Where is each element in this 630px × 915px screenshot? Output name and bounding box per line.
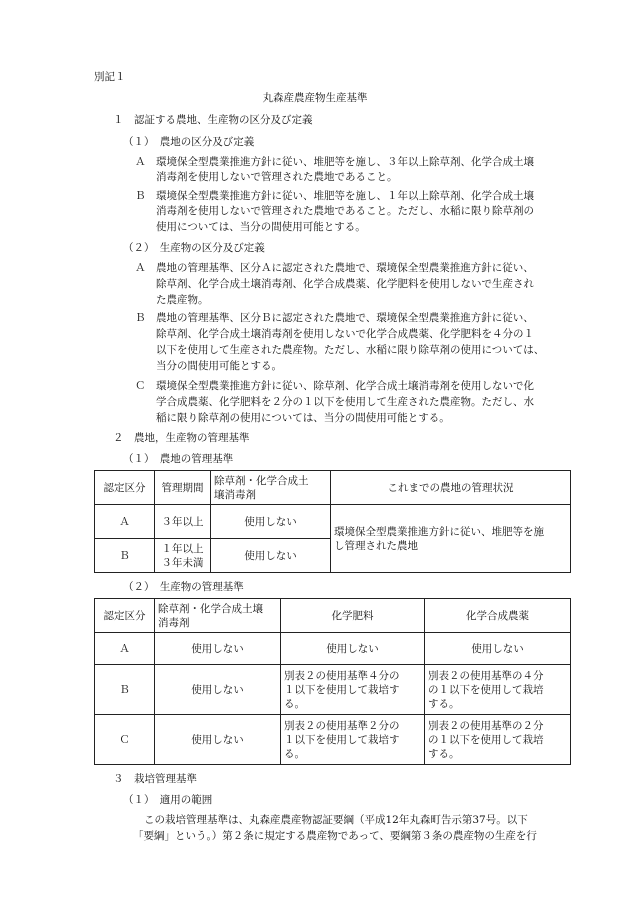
table-cell: 別表２の使用基準の４分 の１以下を使用して栽培 する。 <box>425 665 571 715</box>
table-cell: 使用しない <box>211 505 331 539</box>
section-1-heading: １ 認証する農地、生産物の区分及び定義 <box>113 114 313 126</box>
section-1-2-heading: （２） 生産物の区分及び定義 <box>123 242 265 254</box>
item-mark: Ａ <box>135 262 146 274</box>
table-cell: 使用しない <box>425 633 571 665</box>
item-mark: Ａ <box>135 156 146 168</box>
table-cell: 環境保全型農業推進方針に従い、堆肥等を施 し管理された農地 <box>331 505 571 573</box>
produce-management-table <box>94 598 571 765</box>
header-cell: 除草剤・化学合成土 壌消毒剤 <box>211 471 331 505</box>
header-cell: 認定区分 <box>95 599 155 633</box>
table-cell: Ｃ <box>95 715 155 765</box>
table-cell: Ｂ <box>95 539 155 573</box>
section-2-2-heading: （２） 生産物の管理基準 <box>123 581 244 593</box>
paragraph-line: 環境保全型農業推進方針に従い、除草剤、化学合成土壌消毒剤を使用しないで化 <box>156 380 534 392</box>
table-row <box>95 715 571 765</box>
table-cell: 別表２の使用基準２分の １以下を使用して栽培す る。 <box>281 715 425 765</box>
table-cell: 使用しない <box>155 715 281 765</box>
paragraph-line: 除草剤、化学合成土壌消毒剤、化学合成農薬、化学肥料を使用しないで生産され <box>156 278 534 290</box>
item-mark: Ｃ <box>135 380 146 392</box>
header-cell: これまでの農地の管理状況 <box>331 471 571 505</box>
table-header-row <box>95 471 571 505</box>
table-cell: Ａ <box>95 633 155 665</box>
table-cell: 使用しない <box>281 633 425 665</box>
paragraph-line: 当分の間使用可能とする。 <box>156 360 282 372</box>
paragraph-line: 使用については、当分の間使用可能とする。 <box>156 221 366 233</box>
table-cell: １年以上 ３年未満 <box>155 539 211 573</box>
header-cell: 認定区分 <box>95 471 155 505</box>
paragraph-line: た農産物。 <box>156 294 209 306</box>
paragraph-line: 環境保全型農業推進方針に従い、堆肥等を施し、３年以上除草剤、化学合成土壌 <box>156 156 534 168</box>
item-mark: Ｂ <box>135 190 146 202</box>
table-row <box>95 633 571 665</box>
table-cell: 使用しない <box>211 539 331 573</box>
farmland-management-table <box>94 470 571 573</box>
paragraph-line: 以下を使用して生産された農産物。ただし、水稲に限り除草剤の使用については、 <box>156 344 545 356</box>
table-header-row <box>95 599 571 633</box>
paragraph-line: 稲に限り除草剤の使用については、当分の間使用可能とする。 <box>156 412 450 424</box>
section-2-heading: ２ 農地，生産物の管理基準 <box>113 432 250 444</box>
table-cell: 別表２の使用基準の２分 の１以下を使用して栽培 する。 <box>425 715 571 765</box>
table-row <box>95 505 571 539</box>
document-title: 丸森産農産物生産基準 <box>262 92 368 104</box>
paragraph-line: 消毒剤を使用しないで管理された農地であること。 <box>156 171 398 183</box>
header-cell: 化学肥料 <box>281 599 425 633</box>
paragraph-line: 農地の管理基準、区分Ａに認定された農地で、環境保全型農業推進方針に従い、 <box>156 262 534 274</box>
section-1-1-heading: （１） 農地の区分及び定義 <box>123 136 255 148</box>
paragraph-line: 「要綱」という。）第２条に規定する農産物であって、要綱第３条の農産物の生産を行 <box>133 830 537 842</box>
paragraph-line: この栽培管理基準は、丸森産農産物認証要綱（平成12年丸森町告示第37号。以下 <box>144 814 528 826</box>
table-cell: 使用しない <box>155 633 281 665</box>
table-cell: ３年以上 <box>155 505 211 539</box>
paragraph-line: 農地の管理基準、区分Ｂに認定された農地で、環境保全型農業推進方針に従い、 <box>156 312 534 324</box>
section-3-1-heading: （１） 適用の範囲 <box>123 794 213 806</box>
section-3-heading: ３ 栽培管理基準 <box>113 773 197 785</box>
paragraph-line: 消毒剤を使用しないで管理された農地であること。ただし、水稲に限り除草剤の <box>156 205 534 217</box>
header-cell: 管理期間 <box>155 471 211 505</box>
annex-label: 別記１ <box>94 71 126 83</box>
header-cell: 除草剤・化学合成土壌 消毒剤 <box>155 599 281 633</box>
paragraph-line: 学合成農薬、化学肥料を２分の１以下を使用して生産された農産物。ただし、水 <box>156 396 534 408</box>
section-2-1-heading: （１） 農地の管理基準 <box>123 453 234 465</box>
header-cell: 化学合成農薬 <box>425 599 571 633</box>
item-mark: Ｂ <box>135 312 146 324</box>
table-cell: Ｂ <box>95 665 155 715</box>
table-row <box>95 665 571 715</box>
paragraph-line: 環境保全型農業推進方針に従い、堆肥等を施し、１年以上除草剤、化学合成土壌 <box>156 190 534 202</box>
table-cell: 別表２の使用基準４分の １以下を使用して栽培す る。 <box>281 665 425 715</box>
paragraph-line: 除草剤、化学合成土壌消毒剤を使用しないで化学合成農薬、化学肥料を４分の１ <box>156 328 534 340</box>
table-cell: 使用しない <box>155 665 281 715</box>
table-cell: Ａ <box>95 505 155 539</box>
